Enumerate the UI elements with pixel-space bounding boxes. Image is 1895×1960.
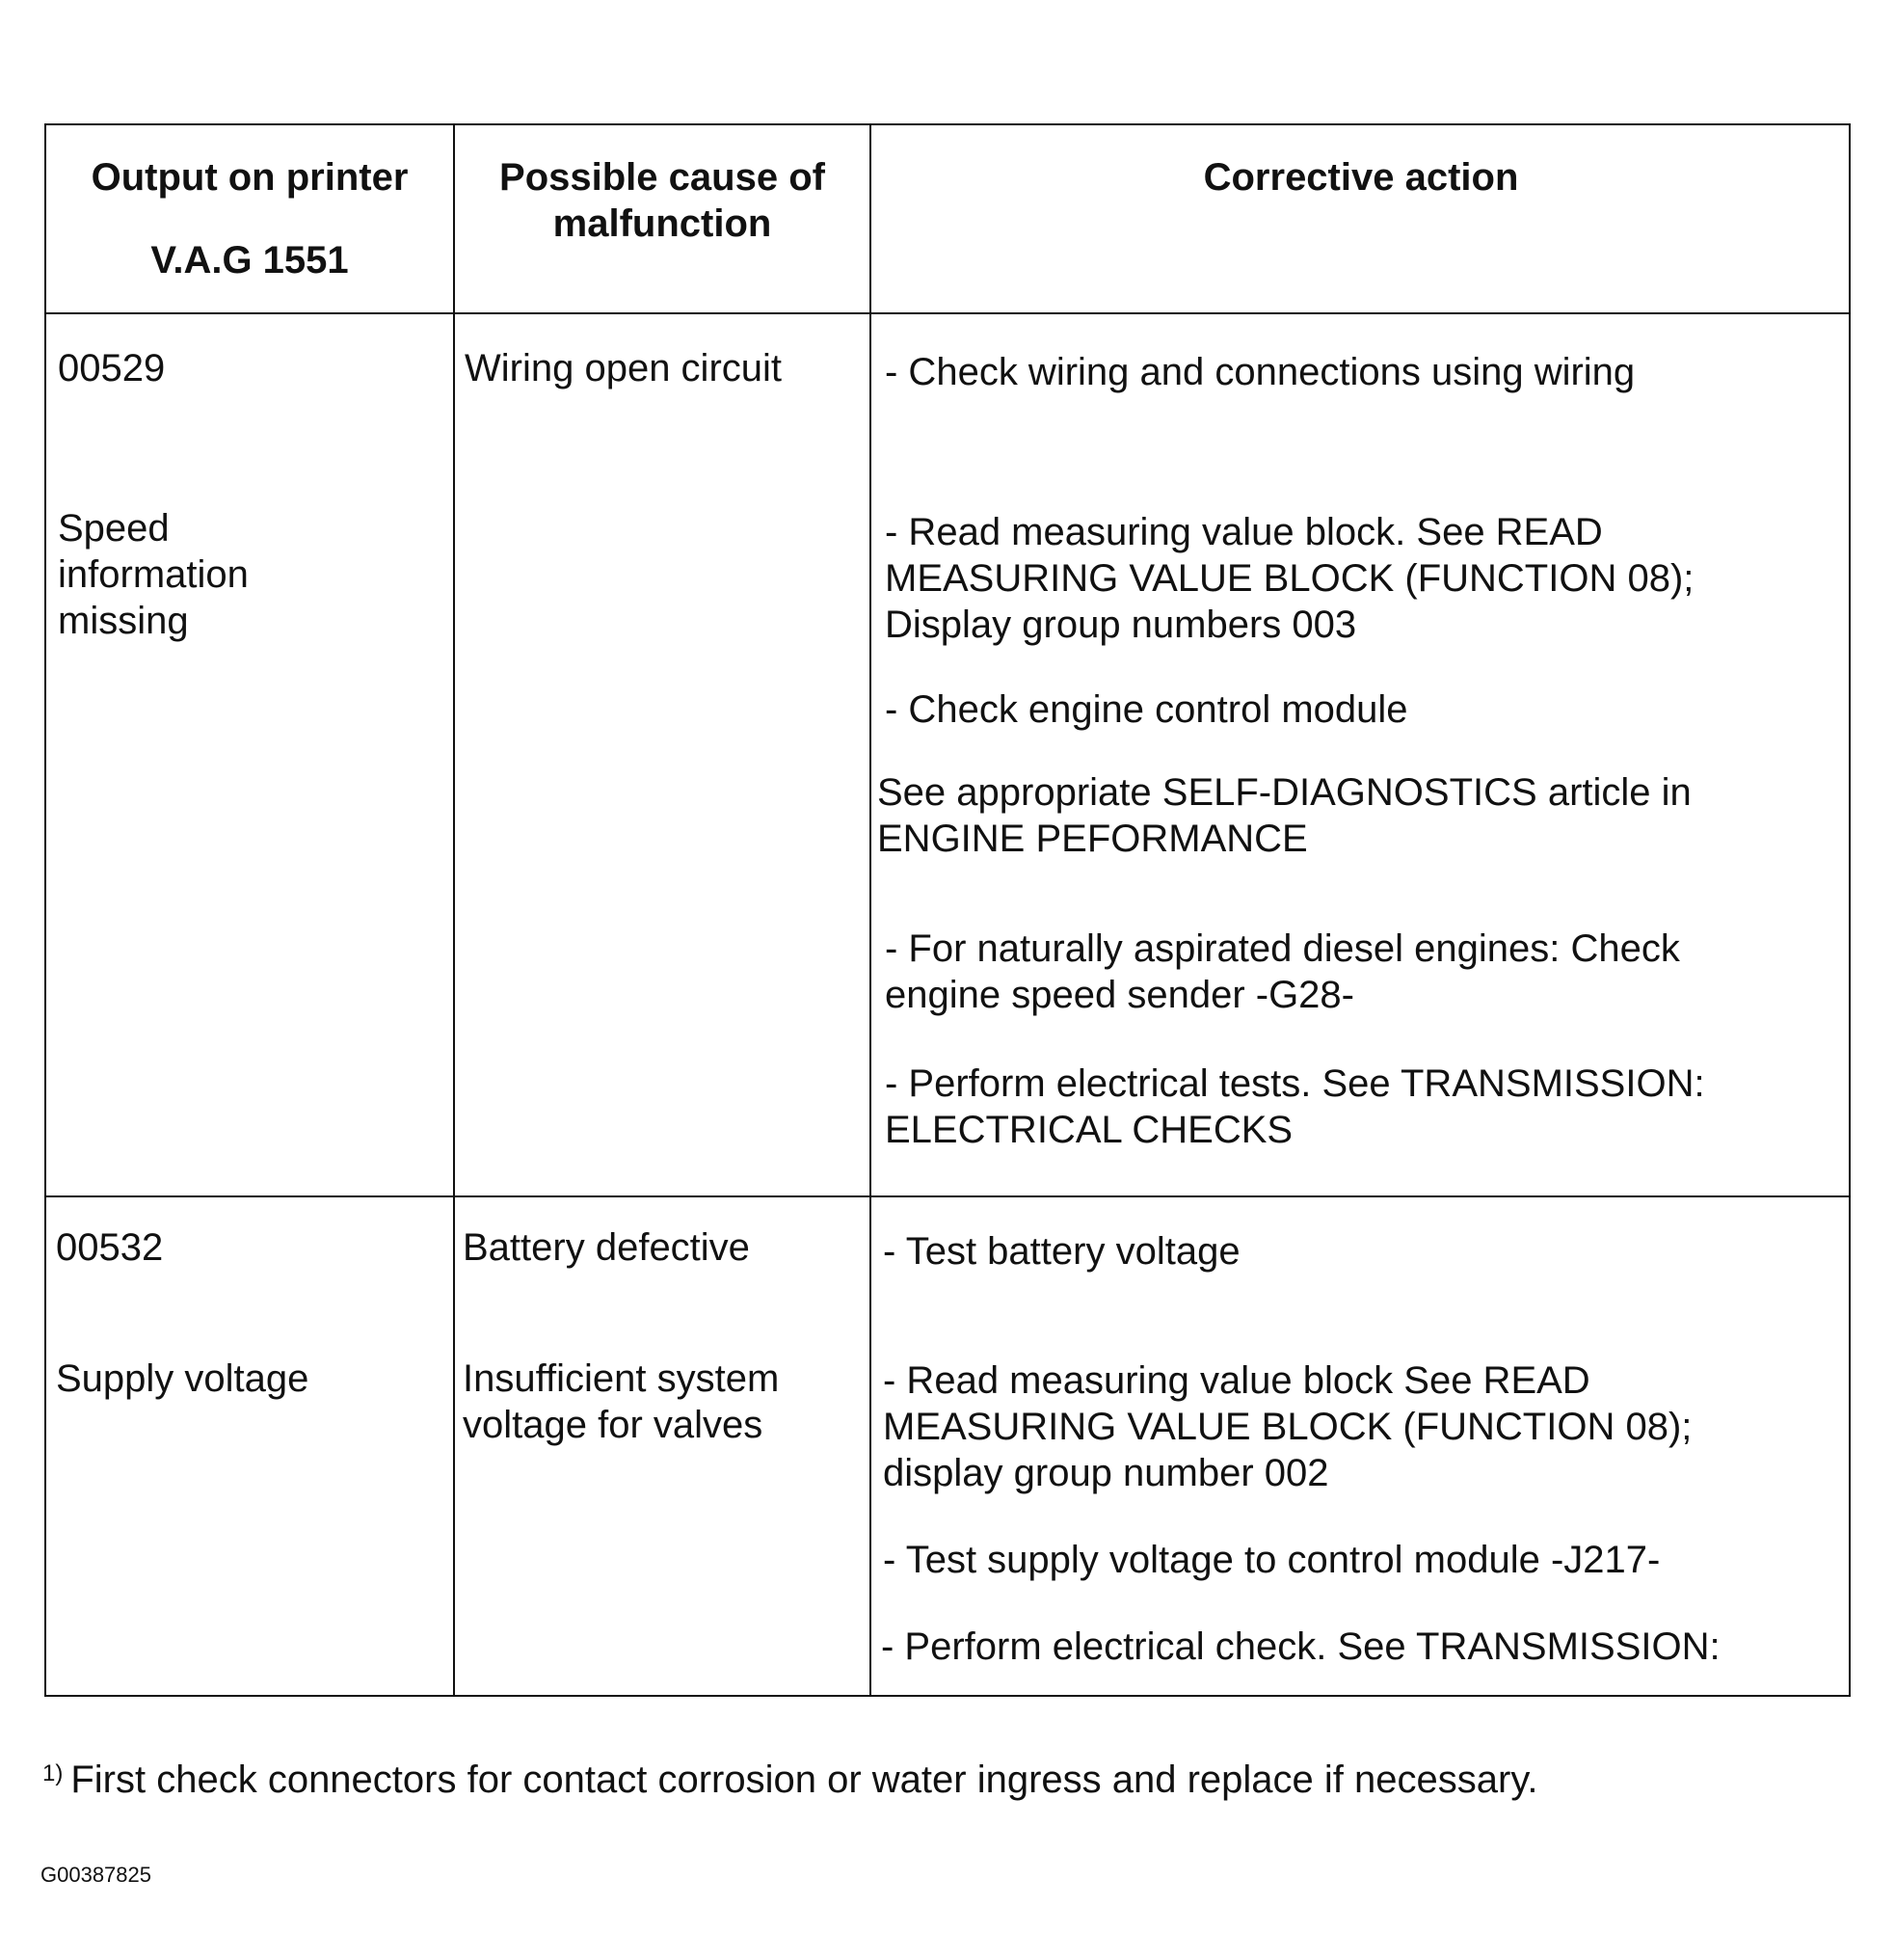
corrective-step-line: See appropriate SELF-DIAGNOSTICS article in (877, 771, 1692, 814)
fault-code: 00532 (56, 1226, 164, 1269)
corrective-step (883, 1228, 1241, 1275)
corrective-step-line: MEASURING VALUE BLOCK (FUNCTION 08); (885, 557, 1695, 600)
corrective-step-line: - Perform electrical tests. See TRANSMISSION: (885, 1062, 1705, 1105)
corrective-step (883, 1537, 1660, 1583)
corrective-step (885, 686, 1408, 733)
header-possible-cause (455, 154, 869, 247)
corrective-step (885, 1061, 1705, 1153)
column-divider (453, 125, 455, 1695)
corrective-step-line: - Read measuring value block See READ (883, 1359, 1590, 1402)
footnote (42, 1757, 1537, 1803)
possible-cause-line: Insufficient system (463, 1357, 780, 1400)
corrective-step (885, 349, 1635, 395)
corrective-step (883, 1357, 1692, 1496)
corrective-step-line: ELECTRICAL CHECKS (885, 1109, 1294, 1151)
fault-description-line: information (58, 553, 249, 596)
header-divider (46, 312, 1849, 314)
corrective-step-line: - Test battery voltage (883, 1230, 1241, 1273)
column-divider (869, 125, 871, 1695)
corrective-step-line: - Read measuring value block. See READ (885, 511, 1603, 553)
corrective-step-line: - Check wiring and connections using wiring (885, 351, 1636, 393)
corrective-step (881, 1624, 1721, 1670)
header-output-line2: V.A.G 1551 (150, 239, 349, 282)
footnote-text: First check connectors for contact corrosion or water ingress and replace if necessary. (70, 1759, 1538, 1801)
fault-description-line: missing (58, 600, 189, 642)
diagnostic-table (44, 123, 1851, 1697)
possible-cause (463, 1356, 779, 1448)
possible-cause-line: voltage for valves (463, 1404, 763, 1446)
header-output-on-printer (46, 154, 453, 283)
corrective-step-line: ENGINE PEFORMANCE (877, 818, 1308, 860)
corrective-step-line: - For naturally aspirated diesel engines: Check (885, 927, 1680, 970)
corrective-step-line: - Check engine control module (885, 688, 1408, 731)
corrective-step (885, 509, 1694, 648)
header-output-line1: Output on printer (91, 156, 409, 199)
corrective-step-line: display group number 002 (883, 1452, 1329, 1494)
header-action-label: Corrective action (1203, 156, 1519, 199)
possible-cause: Battery defective (463, 1226, 750, 1269)
header-corrective-action (871, 154, 1851, 201)
possible-cause: Wiring open circuit (465, 347, 783, 389)
corrective-step-line: Display group numbers 003 (885, 604, 1357, 646)
fault-description-line: Supply voltage (56, 1357, 309, 1400)
corrective-step (877, 769, 1692, 862)
corrective-step-line: - Test supply voltage to control module -J217- (883, 1539, 1661, 1581)
row-divider (46, 1195, 1849, 1197)
fault-description (56, 1356, 308, 1402)
corrective-step-line: MEASURING VALUE BLOCK (FUNCTION 08); (883, 1406, 1693, 1448)
fault-description (58, 505, 249, 644)
fault-description-line: Speed (58, 507, 170, 550)
footnote-marker: 1) (42, 1760, 64, 1786)
figure-id: G00387825 (40, 1863, 151, 1887)
corrective-step-line: - Perform electrical check. See TRANSMISSION: (881, 1625, 1721, 1668)
corrective-step-line: engine speed sender -G28- (885, 974, 1354, 1016)
corrective-step (885, 926, 1680, 1018)
header-cause-line2: malfunction (552, 202, 772, 245)
fault-code: 00529 (58, 347, 166, 389)
header-cause-line1: Possible cause of (499, 156, 825, 199)
